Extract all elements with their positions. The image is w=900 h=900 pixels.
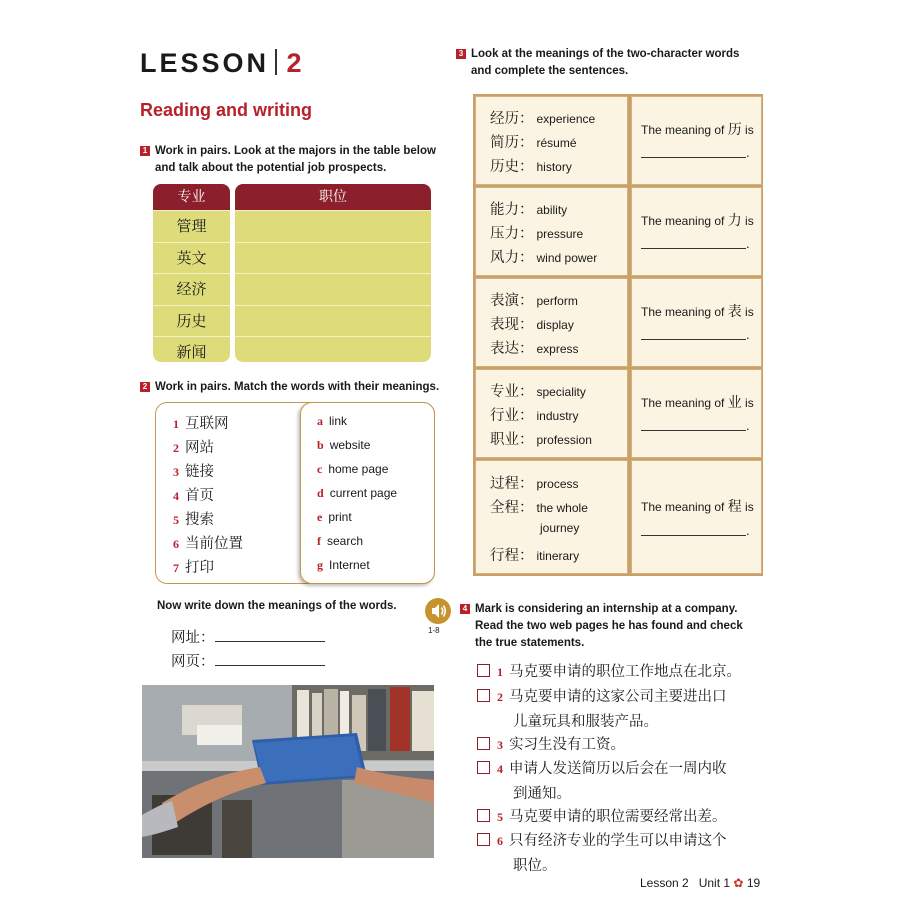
word-line bbox=[490, 428, 592, 449]
word-cn: 全程： bbox=[490, 500, 534, 516]
word-en: speciality bbox=[536, 385, 586, 399]
word-cn: 风力： bbox=[490, 250, 534, 266]
period: . bbox=[746, 418, 750, 433]
word-cn: 表演： bbox=[490, 293, 534, 309]
period: . bbox=[746, 327, 750, 342]
word-en: process bbox=[536, 477, 579, 491]
statement-text: 申请人发送简历以后会在一周内收 bbox=[509, 761, 727, 777]
word-cn: 表现： bbox=[490, 317, 534, 333]
lesson-number: 2 bbox=[286, 48, 305, 78]
word-en: ability bbox=[536, 203, 568, 217]
meaning-char: 业 bbox=[727, 395, 742, 411]
divider bbox=[275, 49, 277, 75]
word-en: display bbox=[536, 318, 574, 332]
match-meaning-text: current page bbox=[329, 486, 398, 500]
meaning-pre: The meaning of bbox=[641, 500, 728, 514]
word-line bbox=[490, 313, 574, 334]
match-word-number: 5 bbox=[173, 513, 179, 527]
word-en: industry bbox=[536, 409, 579, 423]
major-cell: 经济 bbox=[153, 273, 230, 305]
fill-row-wangye bbox=[171, 650, 325, 671]
statement-text-cont: 儿童玩具和服装产品。 bbox=[513, 713, 658, 730]
statement-text: 马克要申请的职位工作地点在北京。 bbox=[509, 664, 741, 680]
match-meaning[interactable] bbox=[317, 558, 370, 573]
word-cn: 表达： bbox=[490, 341, 534, 357]
match-meaning[interactable] bbox=[317, 414, 347, 429]
match-word-number: 6 bbox=[173, 537, 179, 551]
answer-line[interactable] bbox=[641, 430, 746, 431]
footer-unit: Unit 1 bbox=[698, 876, 731, 890]
flower-icon: ✿ bbox=[733, 876, 744, 890]
match-word-number: 4 bbox=[173, 489, 179, 503]
fill-row-wangzhi bbox=[171, 626, 325, 647]
statement-item bbox=[477, 685, 727, 734]
match-word[interactable] bbox=[173, 412, 229, 433]
statement-text: 实习生没有工资。 bbox=[509, 737, 625, 753]
word-en: wind power bbox=[536, 251, 598, 265]
meaning-pre: The meaning of bbox=[641, 305, 728, 319]
period: . bbox=[746, 145, 750, 160]
period: . bbox=[746, 236, 750, 251]
statement-checkbox[interactable] bbox=[477, 761, 490, 774]
word-line bbox=[490, 222, 583, 243]
audio-track-label: 1-8 bbox=[428, 626, 440, 635]
ex3-number: 3 bbox=[456, 49, 466, 59]
statement-text: 马克要申请的职位需要经常出差。 bbox=[509, 809, 727, 825]
match-meaning-letter: g bbox=[317, 558, 323, 572]
statement-checkbox[interactable] bbox=[477, 809, 490, 822]
word-en: journey bbox=[540, 521, 580, 535]
word-line bbox=[490, 198, 567, 219]
statement-text-cont: 职位。 bbox=[513, 857, 557, 874]
match-word-number: 2 bbox=[173, 441, 179, 455]
word-en: history bbox=[536, 160, 572, 174]
answer-line[interactable] bbox=[215, 641, 325, 642]
match-word[interactable] bbox=[173, 460, 214, 481]
statement-number: 3 bbox=[497, 738, 503, 752]
match-word-text: 当前位置 bbox=[185, 536, 243, 552]
fill-label: 网址： bbox=[171, 630, 215, 646]
meaning-cell bbox=[631, 96, 762, 185]
word-en: profession bbox=[536, 433, 592, 447]
meaning-post: is bbox=[741, 396, 754, 410]
meaning-cell bbox=[631, 369, 762, 458]
meaning-char: 力 bbox=[727, 213, 742, 229]
match-word-text: 网站 bbox=[185, 440, 214, 456]
word-cn: 能力： bbox=[490, 202, 534, 218]
word-en: perform bbox=[536, 294, 578, 308]
position-cell[interactable] bbox=[235, 305, 431, 337]
meaning-post: is bbox=[741, 305, 754, 319]
meaning-prompt bbox=[641, 392, 754, 412]
match-meaning-text: Internet bbox=[329, 558, 370, 572]
section-title: Reading and writing bbox=[140, 100, 313, 120]
word-line bbox=[490, 107, 595, 128]
answer-line[interactable] bbox=[641, 157, 746, 158]
statement-number: 2 bbox=[497, 690, 503, 704]
ex4-instr-line1: Mark is considering an internship at a company. bbox=[475, 603, 738, 615]
office-photo bbox=[142, 685, 434, 858]
statement-checkbox[interactable] bbox=[477, 737, 490, 750]
major-cell: 管理 bbox=[153, 210, 230, 242]
match-word-text: 搜索 bbox=[185, 512, 214, 528]
word-line bbox=[490, 496, 588, 517]
ex3-instr-line2: and complete the sentences. bbox=[471, 65, 629, 77]
ex4-number: 4 bbox=[460, 604, 470, 614]
meaning-post: is bbox=[741, 214, 754, 228]
match-meaning-text: website bbox=[329, 438, 371, 452]
meaning-cell bbox=[631, 187, 762, 276]
word-cn: 职业： bbox=[490, 432, 534, 448]
write-instruction: Now write down the meanings of the words. bbox=[157, 600, 397, 612]
statement-number: 4 bbox=[497, 762, 503, 776]
match-word[interactable] bbox=[173, 436, 214, 457]
match-word-text: 互联网 bbox=[185, 416, 229, 432]
ex3-instruction bbox=[456, 46, 739, 80]
meaning-prompt bbox=[641, 210, 754, 230]
match-meaning-letter: d bbox=[317, 486, 324, 500]
match-meaning-text: search bbox=[327, 534, 364, 548]
word-line bbox=[490, 380, 586, 401]
statement-item bbox=[477, 805, 727, 830]
lesson-word: LESSON bbox=[140, 48, 270, 78]
match-meaning[interactable] bbox=[317, 510, 352, 525]
word-line bbox=[490, 246, 597, 267]
match-word-text: 链接 bbox=[185, 464, 214, 480]
ex3-instr-line1: Look at the meanings of the two-character words bbox=[471, 48, 740, 60]
match-word[interactable] bbox=[173, 508, 214, 529]
word-cn: 简历： bbox=[490, 135, 534, 151]
audio-icon[interactable] bbox=[425, 598, 451, 624]
match-word[interactable] bbox=[173, 532, 243, 553]
word-line bbox=[490, 404, 579, 425]
answer-line[interactable] bbox=[641, 248, 746, 249]
meaning-char: 历 bbox=[727, 122, 742, 138]
meaning-pre: The meaning of bbox=[641, 123, 728, 137]
ex1-instr-line1: Work in pairs. Look at the majors in the table below bbox=[155, 145, 436, 157]
ex1-instruction bbox=[140, 143, 436, 177]
statement-number: 5 bbox=[497, 810, 503, 824]
major-cell: 新闻 bbox=[153, 336, 230, 362]
word-en: express bbox=[536, 342, 579, 356]
meaning-cell bbox=[631, 460, 762, 574]
word-line bbox=[490, 289, 578, 310]
match-meaning[interactable] bbox=[317, 534, 363, 549]
statement-text: 只有经济专业的学生可以申请这个 bbox=[509, 833, 727, 849]
speaker-icon bbox=[425, 598, 451, 624]
word-cn: 压力： bbox=[490, 226, 534, 242]
ex1-instr-line2: and talk about the potential job prospects. bbox=[155, 162, 387, 174]
statement-number: 6 bbox=[497, 834, 503, 848]
word-line bbox=[490, 155, 572, 176]
match-meaning-letter: f bbox=[317, 534, 321, 548]
word-en: itinerary bbox=[536, 549, 580, 563]
ex2-instr-text: Work in pairs. Match the words with their meanings. bbox=[155, 381, 440, 393]
match-meaning-letter: b bbox=[317, 438, 324, 452]
position-cell[interactable] bbox=[235, 210, 431, 242]
fill-label: 网页： bbox=[171, 654, 215, 670]
word-en: pressure bbox=[536, 227, 584, 241]
word-line bbox=[490, 337, 579, 358]
meaning-prompt bbox=[641, 119, 754, 139]
word-en: experience bbox=[536, 112, 596, 126]
word-line bbox=[490, 544, 579, 565]
meaning-post: is bbox=[741, 500, 754, 514]
ex1-number: 1 bbox=[140, 146, 150, 156]
period: . bbox=[746, 523, 750, 538]
meaning-prompt bbox=[641, 301, 754, 321]
majors-header: 专业 bbox=[153, 184, 230, 210]
handing-folder-photo bbox=[142, 685, 434, 858]
statement-text-cont: 到通知。 bbox=[513, 785, 571, 802]
meaning-post: is bbox=[741, 123, 754, 137]
footer-lesson: Lesson 2 bbox=[640, 876, 689, 890]
ex4-instr-line3: the true statements. bbox=[475, 637, 585, 649]
word-cn: 历史： bbox=[490, 159, 534, 175]
position-cell[interactable] bbox=[235, 273, 431, 305]
word-line bbox=[490, 472, 579, 493]
meaning-prompt bbox=[641, 496, 754, 516]
meaning-pre: The meaning of bbox=[641, 396, 728, 410]
positions-column bbox=[235, 184, 431, 362]
match-meaning-letter: a bbox=[317, 414, 323, 428]
match-meaning[interactable] bbox=[317, 486, 397, 501]
match-word-text: 打印 bbox=[185, 560, 214, 576]
major-cell: 历史 bbox=[153, 305, 230, 337]
meaning-char: 表 bbox=[727, 304, 742, 320]
lesson-heading bbox=[140, 48, 305, 79]
match-meaning-text: print bbox=[328, 510, 352, 524]
answer-line[interactable] bbox=[215, 665, 325, 666]
statement-item bbox=[477, 757, 727, 806]
match-word[interactable] bbox=[173, 484, 214, 505]
statement-item bbox=[477, 733, 625, 758]
match-meaning[interactable] bbox=[317, 462, 388, 477]
statement-checkbox[interactable] bbox=[477, 664, 490, 677]
match-meaning[interactable] bbox=[317, 438, 370, 453]
match-word-number: 1 bbox=[173, 417, 179, 431]
page-number: 19 bbox=[746, 876, 761, 890]
statement-item bbox=[477, 660, 741, 685]
word-line bbox=[537, 520, 579, 536]
match-meaning-text: link bbox=[329, 414, 348, 428]
match-word-text: 首页 bbox=[185, 488, 214, 504]
word-cn: 行业： bbox=[490, 408, 534, 424]
position-cell[interactable] bbox=[235, 242, 431, 274]
word-cn: 专业： bbox=[490, 384, 534, 400]
match-word[interactable] bbox=[173, 556, 214, 577]
ex2-number: 2 bbox=[140, 382, 150, 392]
statement-checkbox[interactable] bbox=[477, 833, 490, 846]
statement-number: 1 bbox=[497, 665, 503, 679]
page-footer bbox=[640, 876, 760, 890]
statement-checkbox[interactable] bbox=[477, 689, 490, 702]
majors-column bbox=[153, 184, 230, 362]
meaning-cell bbox=[631, 278, 762, 367]
word-cn: 过程： bbox=[490, 476, 534, 492]
position-cell[interactable] bbox=[235, 336, 431, 362]
match-word-number: 7 bbox=[173, 561, 179, 575]
match-meaning-letter: e bbox=[317, 510, 323, 524]
ex2-instruction bbox=[140, 379, 439, 396]
answer-line[interactable] bbox=[641, 535, 746, 536]
match-word-number: 3 bbox=[173, 465, 179, 479]
ex4-instruction bbox=[460, 601, 743, 652]
word-en: the whole bbox=[536, 501, 588, 515]
statement-text: 马克要申请的这家公司主要进出口 bbox=[509, 689, 727, 705]
match-meaning-text: home page bbox=[328, 462, 389, 476]
answer-line[interactable] bbox=[641, 339, 746, 340]
word-cn: 行程： bbox=[490, 548, 534, 564]
statement-item bbox=[477, 829, 727, 878]
positions-header: 职位 bbox=[235, 184, 431, 210]
match-meaning-letter: c bbox=[317, 462, 323, 476]
word-line bbox=[490, 131, 577, 152]
word-cn: 经历： bbox=[490, 111, 534, 127]
word-en: résumé bbox=[536, 136, 577, 150]
meaning-char: 程 bbox=[727, 499, 742, 515]
major-cell: 英文 bbox=[153, 242, 230, 274]
ex4-instr-line2: Read the two web pages he has found and check bbox=[475, 620, 743, 632]
meaning-pre: The meaning of bbox=[641, 214, 728, 228]
